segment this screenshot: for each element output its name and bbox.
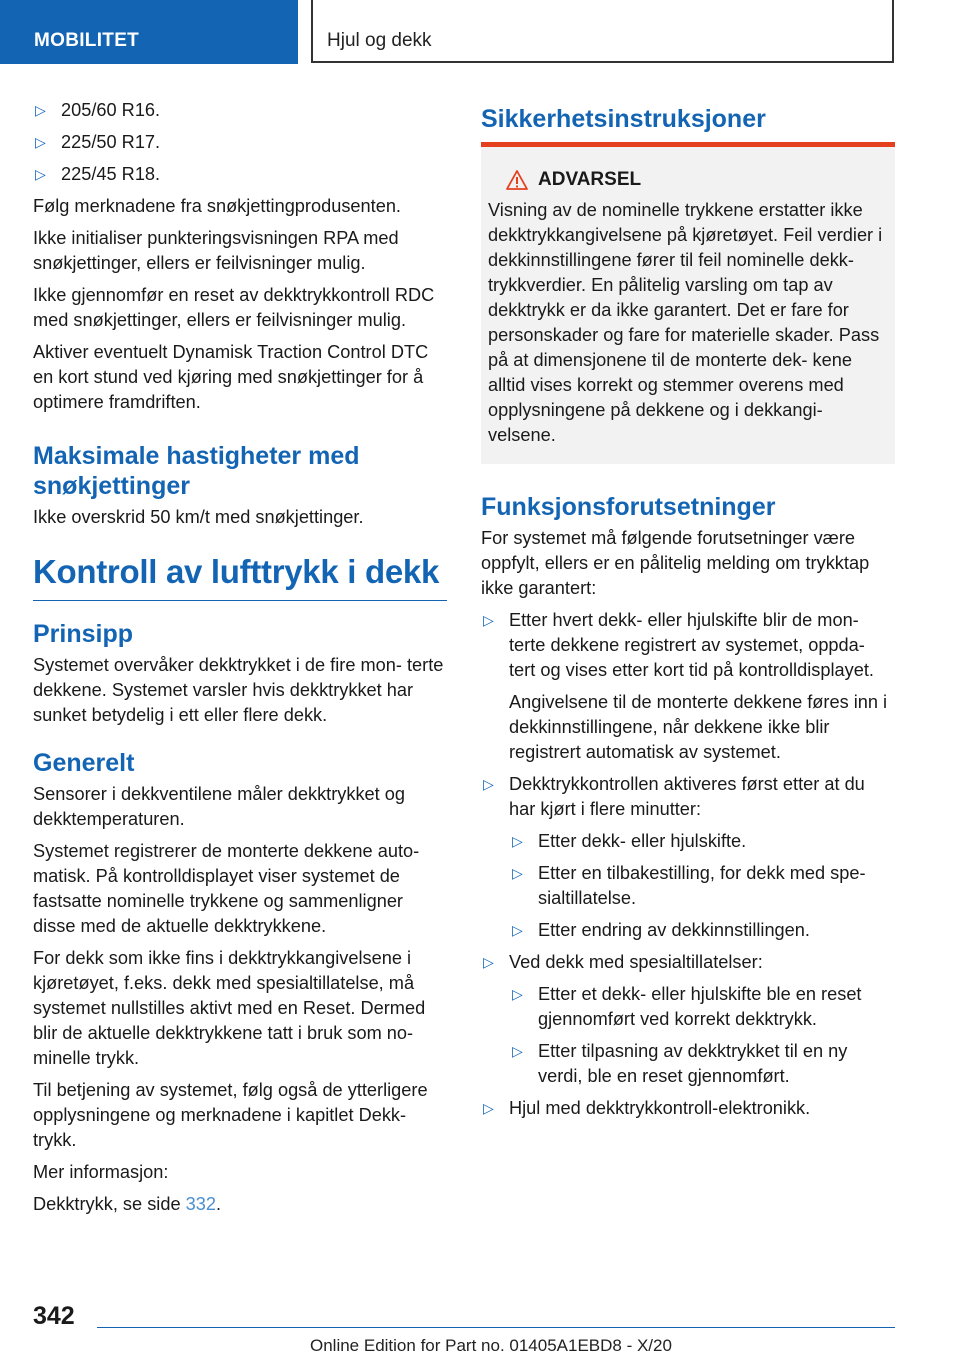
paragraph: Ikke overskrid 50 km/t med snøkjettinger.: [33, 507, 364, 527]
warning-header: [506, 167, 887, 192]
triangle-right-icon: ▷: [483, 612, 494, 628]
triangle-right-icon: ▷: [35, 166, 46, 182]
sub-list-item: ▷ Etter endring av dekkinnstillingen.: [510, 918, 895, 943]
warning-box: [481, 142, 895, 464]
footer-divider: [97, 1327, 895, 1328]
section-heading: Prinsipp: [33, 620, 134, 648]
left-column: [33, 98, 449, 1224]
paragraph: For systemet må følgende forutsetninger være oppfylt, ellers er en pålitelig melding om trykktap ikke garantert:: [481, 528, 870, 598]
sub-list-item: ▷ Etter en tilbakestilling, for dekk med spe- sialtillatelse.: [512, 863, 866, 908]
triangle-right-icon: ▷: [512, 986, 523, 1002]
paragraph: Følg merknadene fra snøkjettingprodusenten.: [33, 196, 401, 216]
warning-title: ADVARSEL: [538, 169, 642, 190]
right-column: [481, 98, 895, 1128]
heading-divider: [33, 600, 447, 601]
paragraph: Til betjening av systemet, følg også de ytterligere opplysningene og merknadene i kapitlet Dekk- trykk.: [33, 1080, 428, 1150]
section-heading: Maksimale hastigheter med snøkjettinger: [33, 442, 360, 500]
page-link[interactable]: 332: [185, 1194, 216, 1214]
section-heading: Funksjonsforutsetninger: [481, 493, 776, 521]
list-item: ▷ Dekktrykkontrollen aktiveres først etter at du har kjørt i flere minutter:: [483, 774, 865, 819]
paragraph: Aktiver eventuelt Dynamisk Traction Control DTC en kort stund ved kjøring med snøkjettinger for å optimere framdriften.: [33, 342, 429, 412]
sub-list-item: ▷ Etter dekk- eller hjulskifte.: [510, 829, 895, 854]
warning-triangle-icon: [506, 170, 528, 190]
triangle-right-icon: ▷: [35, 134, 46, 150]
list-item: ▷ 205/60 R16.: [33, 98, 449, 123]
triangle-right-icon: ▷: [512, 1043, 523, 1059]
list-item: ▷ 225/45 R18.: [33, 162, 449, 187]
list-item: ▷ 225/50 R17.: [33, 130, 449, 155]
list-item: ▷ Hjul med dekktrykkontroll-elektronikk.: [481, 1096, 895, 1121]
list-item: ▷ Etter hvert dekk- eller hjulskifte blir de mon- terte dekkene registrert av systemet, oppda- tert og vises etter kort tid på kontrolldisplayet. Angivelsene til de monterte dekkene føres inn i dekkinnstillingene, når dekkene ikke blir registrert automatisk av systemet.: [481, 608, 895, 765]
triangle-right-icon: ▷: [483, 776, 494, 792]
tire-size-list: [33, 98, 449, 187]
paragraph: Systemet registrerer de monterte dekkene auto- matisk. På kontrolldisplayet viser systemet de fastsatte nominelle trykkene og sammenligner disse med de aktuelle dekktrykkene.: [33, 841, 420, 936]
chapter-title: Hjul og dekk: [327, 30, 432, 51]
sub-list-item: ▷ Etter et dekk- eller hjulskifte ble en reset gjennomført ved korrekt dekktrykk.: [512, 984, 862, 1029]
paragraph: Ikke initialiser punkteringsvisningen RPA med snøkjettinger, ellers er feilvisninger mulig.: [33, 228, 399, 273]
paragraph: Ikke gjennomfør en reset av dekktrykkontroll RDC med snøkjettinger, ellers er feilvisninger mulig.: [33, 285, 435, 330]
triangle-right-icon: ▷: [512, 865, 523, 881]
paragraph: Sensorer i dekkventilene måler dekktrykket og dekktemperaturen.: [33, 784, 406, 829]
triangle-right-icon: ▷: [483, 1100, 494, 1116]
paragraph: Systemet overvåker dekktrykket i de fire mon- terte dekkene. Systemet varsler hvis dekktrykket har sunket betydelig i ett eller flere dekk.: [33, 655, 444, 725]
triangle-right-icon: ▷: [512, 922, 523, 938]
triangle-right-icon: ▷: [35, 102, 46, 118]
section-heading: Generelt: [33, 749, 135, 777]
page-number: 342: [33, 1302, 75, 1330]
triangle-right-icon: ▷: [512, 833, 523, 849]
list-item: ▷ Ved dekk med spesialtillatelser:: [481, 950, 895, 975]
edition-footer: Online Edition for Part no. 01405A1EBD8 - X/20: [310, 1336, 672, 1355]
triangle-right-icon: ▷: [483, 954, 494, 970]
requirements-list: [481, 608, 895, 1121]
section-title: MOBILITET: [34, 30, 140, 51]
cross-reference: Dekktrykk, se side 332.: [33, 1194, 222, 1214]
chapter-heading: Kontroll av lufttrykk i dekk: [33, 553, 440, 590]
list-note: Angivelsene til de monterte dekkene føres inn i dekkinnstillingene, når dekkene ikke blir registrert automatisk av systemet.: [509, 692, 888, 762]
chapter-header: [311, 0, 894, 63]
paragraph: For dekk som ikke fins i dekktrykkangivelsene i kjøretøyet, f.eks. dekk med spesialtillatelse, må systemet nullstilles aktivt med en Reset. Dermed blir de aktuelle dekktrykkene tatt i bruk som no- minelle trykk.: [33, 948, 426, 1068]
warning-text: Visning av de nominelle trykkene erstatter ikke dekktrykkangivelsene på kjøretøyet. Feil verdier i dekkinnstillingene fører til feil nominelle dekk- trykkverdier. En pålitelig varsling om tap av dekktrykk er da ikke garantert. Det er fare for personskader og fare for materielle skader. Pass på at dimensjonene til de monterte dek- kene alltid vises korrekt og stemmer overens med opplysningene på dekkene og i dekkangi- velsene.: [488, 200, 883, 445]
section-tab: [0, 0, 298, 64]
paragraph: Mer informasjon:: [33, 1162, 169, 1182]
sub-list-item: ▷ Etter tilpasning av dekktrykket til en ny verdi, ble en reset gjennomført.: [512, 1041, 848, 1086]
section-heading: Sikkerhetsinstruksjoner: [481, 105, 766, 133]
